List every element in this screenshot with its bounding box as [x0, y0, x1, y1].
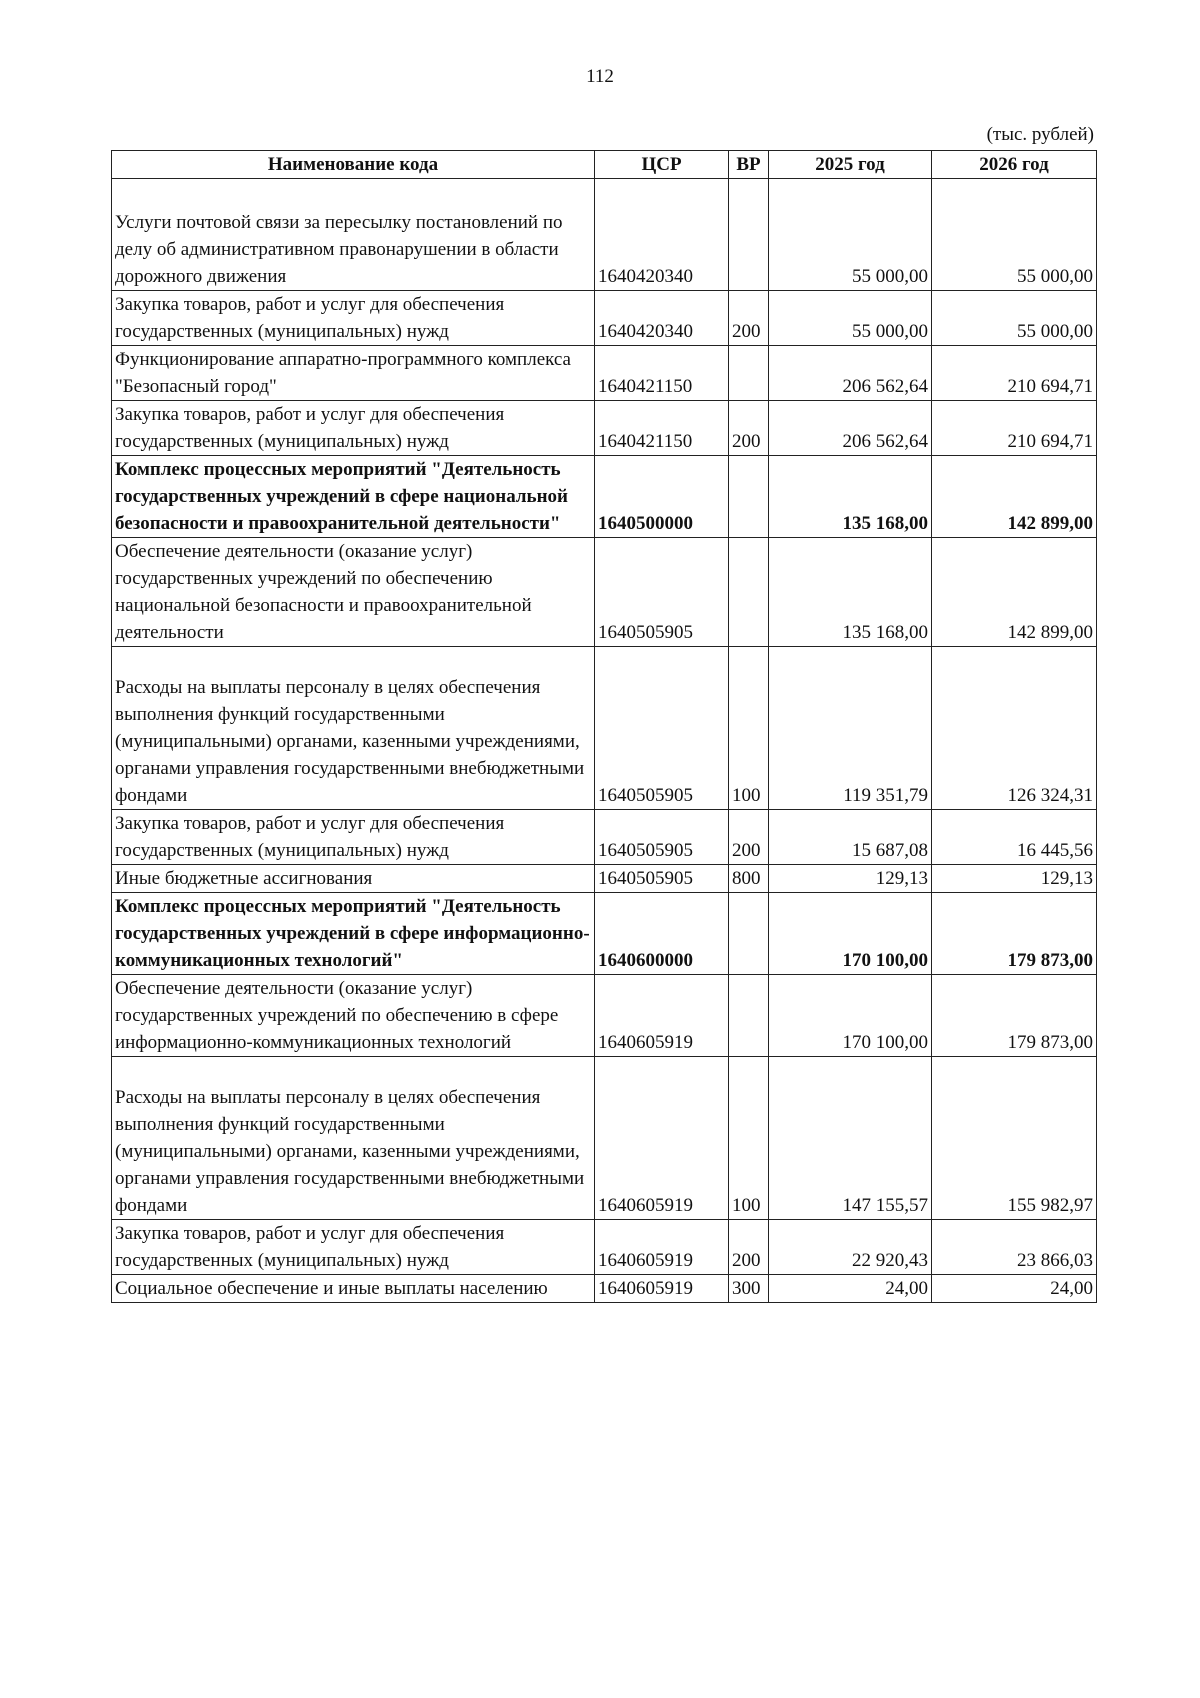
table-row	[112, 975, 1097, 1057]
row-2026: 129,13	[932, 865, 1097, 893]
row-vr: 200	[729, 810, 769, 865]
row-vr	[729, 456, 769, 538]
budget-table	[111, 150, 1097, 1303]
row-2026: 210 694,71	[932, 346, 1097, 401]
row-2026: 142 899,00	[932, 538, 1097, 647]
row-vr: 100	[729, 647, 769, 810]
page-number: 112	[586, 66, 614, 87]
row-2026: 55 000,00	[932, 179, 1097, 291]
table-row	[112, 810, 1097, 865]
row-2026: 179 873,00	[932, 975, 1097, 1057]
row-csr: 1640421150	[595, 401, 729, 456]
row-2025: 206 562,64	[769, 346, 932, 401]
row-2025: 170 100,00	[769, 893, 932, 975]
row-csr: 1640505905	[595, 865, 729, 893]
row-2025: 147 155,57	[769, 1057, 932, 1220]
header-csr: ЦСР	[595, 151, 729, 179]
row-2025: 15 687,08	[769, 810, 932, 865]
row-name: Комплекс процессных мероприятий "Деятельность государственных учреждений в сфере информационно-коммуникационных технологий"	[112, 893, 595, 975]
row-csr: 1640500000	[595, 456, 729, 538]
table-row	[112, 1220, 1097, 1275]
row-csr: 1640605919	[595, 1275, 729, 1303]
row-csr: 1640605919	[595, 1057, 729, 1220]
row-2025: 22 920,43	[769, 1220, 932, 1275]
row-name: Расходы на выплаты персоналу в целях обеспечения выполнения функций государственными (муниципальными) органами, казенными учреждениями, органами управления государственными внебюджетными фондами	[112, 647, 595, 810]
row-csr: 1640420340	[595, 179, 729, 291]
row-csr: 1640505905	[595, 810, 729, 865]
row-csr: 1640505905	[595, 647, 729, 810]
table-row	[112, 1057, 1097, 1220]
row-name: Расходы на выплаты персоналу в целях обеспечения выполнения функций государственными (муниципальными) органами, казенными учреждениями, органами управления государственными внебюджетными фондами	[112, 1057, 595, 1220]
row-vr: 300	[729, 1275, 769, 1303]
row-vr	[729, 975, 769, 1057]
row-2026: 142 899,00	[932, 456, 1097, 538]
table-row	[112, 538, 1097, 647]
row-vr: 100	[729, 1057, 769, 1220]
row-2026: 23 866,03	[932, 1220, 1097, 1275]
row-csr: 1640605919	[595, 975, 729, 1057]
row-vr	[729, 346, 769, 401]
row-2026: 55 000,00	[932, 291, 1097, 346]
row-csr: 1640421150	[595, 346, 729, 401]
row-csr: 1640605919	[595, 1220, 729, 1275]
table-row	[112, 647, 1097, 810]
table-row	[112, 893, 1097, 975]
row-2025: 55 000,00	[769, 179, 932, 291]
table-row	[112, 865, 1097, 893]
row-csr: 1640600000	[595, 893, 729, 975]
table-header-row	[112, 151, 1097, 179]
table-row	[112, 291, 1097, 346]
row-vr	[729, 538, 769, 647]
row-name: Обеспечение деятельности (оказание услуг) государственных учреждений по обеспечению национальной безопасности и правоохранительной деятельности	[112, 538, 595, 647]
row-2026: 155 982,97	[932, 1057, 1097, 1220]
row-name: Закупка товаров, работ и услуг для обеспечения государственных (муниципальных) нужд	[112, 401, 595, 456]
row-name: Социальное обеспечение и иные выплаты населению	[112, 1275, 595, 1303]
row-name: Иные бюджетные ассигнования	[112, 865, 595, 893]
table-row	[112, 346, 1097, 401]
row-2025: 55 000,00	[769, 291, 932, 346]
row-2026: 126 324,31	[932, 647, 1097, 810]
header-vr: ВР	[729, 151, 769, 179]
row-vr: 200	[729, 1220, 769, 1275]
row-2025: 135 168,00	[769, 456, 932, 538]
table-row	[112, 1275, 1097, 1303]
row-csr: 1640505905	[595, 538, 729, 647]
row-2025: 129,13	[769, 865, 932, 893]
table-row	[112, 179, 1097, 291]
row-vr	[729, 179, 769, 291]
header-2026: 2026 год	[932, 151, 1097, 179]
row-2026: 210 694,71	[932, 401, 1097, 456]
header-name: Наименование кода	[112, 151, 595, 179]
row-name: Комплекс процессных мероприятий "Деятельность государственных учреждений в сфере национальной безопасности и правоохранительной деятельности"	[112, 456, 595, 538]
row-2025: 24,00	[769, 1275, 932, 1303]
row-csr: 1640420340	[595, 291, 729, 346]
table-row	[112, 401, 1097, 456]
row-2026: 16 445,56	[932, 810, 1097, 865]
row-vr	[729, 893, 769, 975]
row-name: Закупка товаров, работ и услуг для обеспечения государственных (муниципальных) нужд	[112, 810, 595, 865]
row-name: Закупка товаров, работ и услуг для обеспечения государственных (муниципальных) нужд	[112, 291, 595, 346]
row-vr: 800	[729, 865, 769, 893]
row-name: Услуги почтовой связи за пересылку постановлений по делу об административном правонарушении в области дорожного движения	[112, 179, 595, 291]
row-2026: 24,00	[932, 1275, 1097, 1303]
row-name: Обеспечение деятельности (оказание услуг) государственных учреждений по обеспечению в сфере информационно-коммуникационных технологий	[112, 975, 595, 1057]
row-name: Закупка товаров, работ и услуг для обеспечения государственных (муниципальных) нужд	[112, 1220, 595, 1275]
row-vr: 200	[729, 291, 769, 346]
row-2025: 135 168,00	[769, 538, 932, 647]
row-2025: 119 351,79	[769, 647, 932, 810]
header-2025: 2025 год	[769, 151, 932, 179]
row-2025: 206 562,64	[769, 401, 932, 456]
row-2025: 170 100,00	[769, 975, 932, 1057]
row-name: Функционирование аппаратно-программного комплекса "Безопасный город"	[112, 346, 595, 401]
row-2026: 179 873,00	[932, 893, 1097, 975]
units-label: (тыс. рублей)	[986, 124, 1094, 145]
table-row	[112, 456, 1097, 538]
row-vr: 200	[729, 401, 769, 456]
